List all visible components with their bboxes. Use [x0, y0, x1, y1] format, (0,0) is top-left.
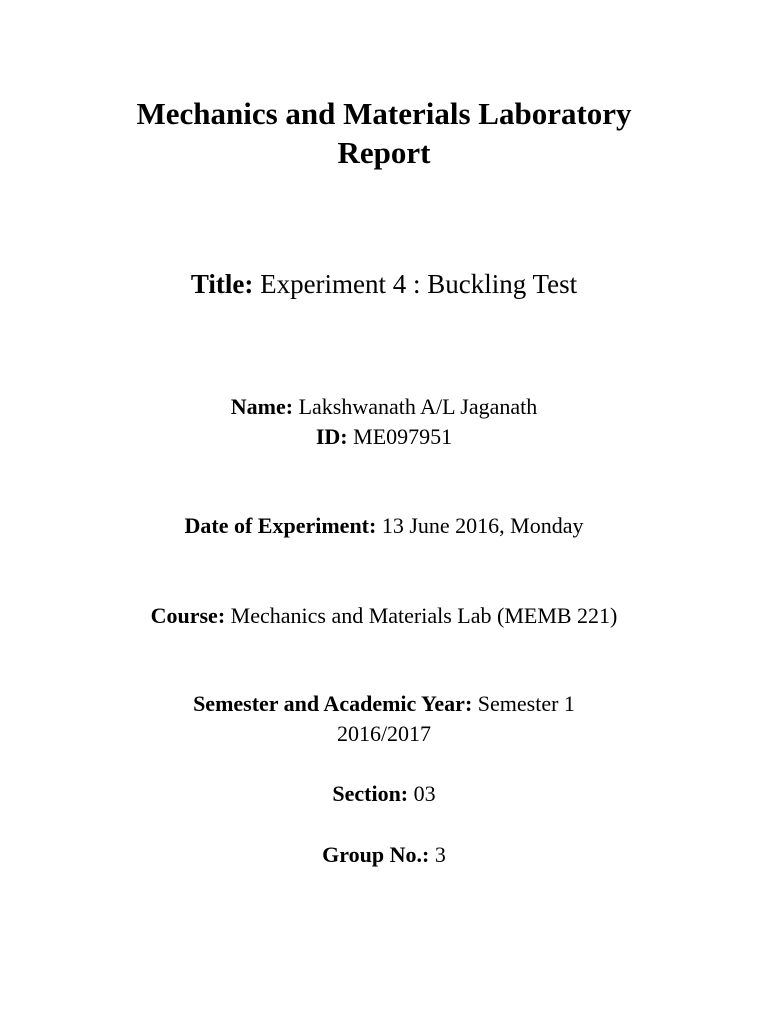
experiment-date	[0, 512, 768, 540]
course-value: Mechanics and Materials Lab (MEMB 221)	[225, 603, 618, 628]
date-value: 13 June 2016, Monday	[376, 513, 584, 538]
report-heading-line2: Report	[337, 135, 431, 170]
student-name	[0, 393, 768, 421]
semester-academic-year	[0, 690, 768, 718]
id-label: ID:	[315, 424, 348, 449]
group-value: 3	[429, 842, 446, 867]
title-label: Title:	[190, 269, 254, 299]
group-label: Group No.:	[322, 842, 430, 867]
name-label: Name:	[230, 394, 294, 419]
id-value: ME097951	[347, 424, 453, 449]
name-value: Lakshwanath A/L Jaganath	[293, 394, 538, 419]
report-title	[0, 268, 768, 300]
course	[0, 602, 768, 630]
group-number	[0, 841, 768, 869]
semester-value-line2: 2016/2017	[336, 721, 432, 746]
section	[0, 780, 768, 808]
title-value: Experiment 4 : Buckling Test	[253, 269, 578, 299]
report-heading-line1: Mechanics and Materials Laboratory	[136, 96, 632, 131]
semester-label: Semester and Academic Year:	[193, 691, 473, 716]
section-value: 03	[408, 781, 436, 806]
course-label: Course:	[150, 603, 226, 628]
date-label: Date of Experiment:	[184, 513, 377, 538]
semester-value-line1: Semester 1	[472, 691, 575, 716]
section-label: Section:	[332, 781, 409, 806]
student-id	[0, 423, 768, 451]
